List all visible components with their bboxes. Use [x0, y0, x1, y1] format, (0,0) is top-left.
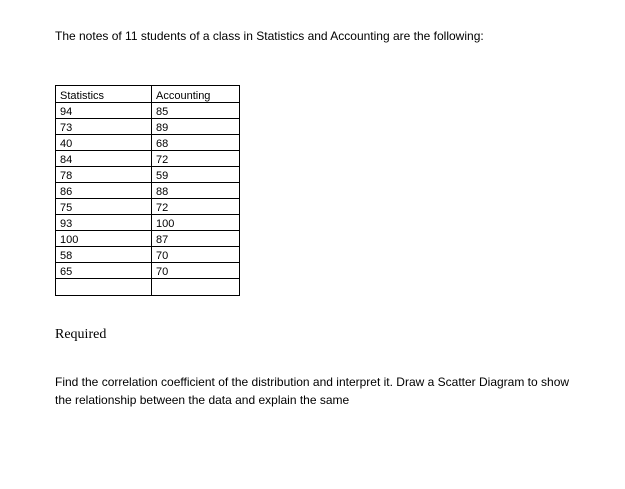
table-row [56, 231, 239, 247]
cell-statistics: 40 [56, 135, 152, 151]
data-table-body [56, 86, 239, 295]
intro-text: The notes of 11 students of a class in Statistics and Accounting are the following: [55, 29, 484, 43]
cell-statistics: 65 [56, 263, 152, 279]
cell-statistics: 86 [56, 183, 152, 199]
table-row [56, 167, 239, 183]
cell-statistics: 78 [56, 167, 152, 183]
cell-accounting: 100 [152, 215, 239, 231]
header-accounting: Accounting [152, 86, 239, 103]
cell-accounting: 85 [152, 103, 239, 119]
cell-accounting: 89 [152, 119, 239, 135]
table-row [56, 119, 239, 135]
cell-accounting: 68 [152, 135, 239, 151]
table-header-row [56, 86, 239, 103]
cell-statistics: 58 [56, 247, 152, 263]
cell-statistics: 84 [56, 151, 152, 167]
table-row [56, 199, 239, 215]
cell-accounting: 87 [152, 231, 239, 247]
table-row-empty [56, 279, 239, 295]
table-row [56, 215, 239, 231]
cell-statistics: 93 [56, 215, 152, 231]
table-row [56, 263, 239, 279]
cell-accounting: 72 [152, 199, 239, 215]
cell-statistics [56, 279, 152, 295]
data-table [55, 85, 240, 296]
required-heading: Required [55, 327, 107, 342]
cell-accounting: 72 [152, 151, 239, 167]
cell-accounting: 59 [152, 167, 239, 183]
table-row [56, 135, 239, 151]
table-row [56, 151, 239, 167]
cell-statistics: 100 [56, 231, 152, 247]
header-statistics: Statistics [56, 86, 152, 103]
cell-statistics: 75 [56, 199, 152, 215]
cell-accounting: 88 [152, 183, 239, 199]
cell-statistics: 73 [56, 119, 152, 135]
table-row [56, 183, 239, 199]
cell-statistics: 94 [56, 103, 152, 119]
cell-accounting: 70 [152, 247, 239, 263]
table-row [56, 247, 239, 263]
cell-accounting: 70 [152, 263, 239, 279]
cell-accounting [152, 279, 239, 295]
table-row [56, 103, 239, 119]
task-text: Find the correlation coefficient of the distribution and interpret it. Draw a Scatter Diagram to show the relationship between the data and explain the same [55, 375, 570, 407]
